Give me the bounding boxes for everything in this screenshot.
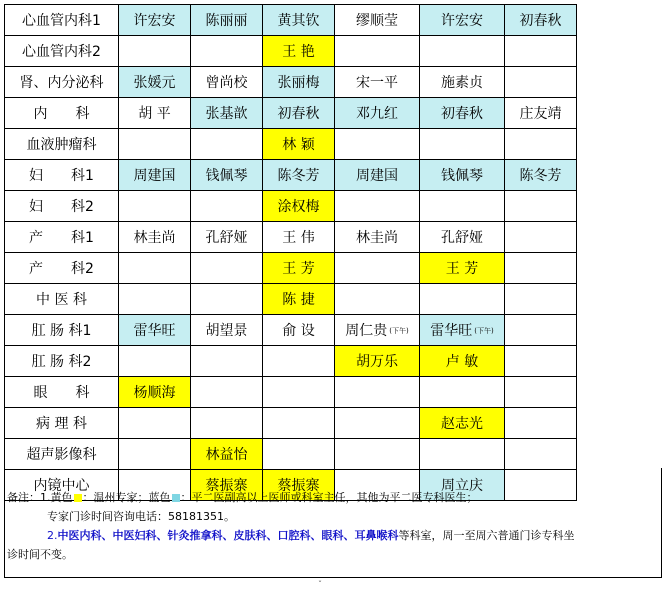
doctor-cell xyxy=(191,346,263,377)
doctor-cell xyxy=(505,5,577,36)
doctor-cell xyxy=(505,67,577,98)
doctor-cell xyxy=(191,67,263,98)
doctor-name: 雷华旺 xyxy=(430,323,473,339)
doctor-cell xyxy=(505,439,577,470)
doctor-name: 赵志光 xyxy=(441,416,483,432)
doctor-cell xyxy=(505,284,577,315)
doctor-cell xyxy=(335,284,420,315)
doctor-name: 钱佩琴 xyxy=(441,168,483,184)
note-blue-label: ：平二医副高以上医师或科室主任，其他为平二医专科医生； xyxy=(180,491,478,504)
doctor-name: 林圭尚 xyxy=(133,230,176,246)
session-note: (下午) xyxy=(474,327,494,335)
doctor-cell xyxy=(335,315,420,346)
doctor-name: 初春秋 xyxy=(519,13,562,29)
doctor-name: 周建国 xyxy=(133,168,176,184)
doctor-cell xyxy=(119,284,191,315)
doctor-cell xyxy=(191,439,263,470)
doctor-cell xyxy=(420,5,505,36)
dept-cell: 产 科1 xyxy=(5,222,119,253)
table-row xyxy=(5,346,577,377)
doctor-cell xyxy=(119,5,191,36)
table-row xyxy=(5,191,577,222)
doctor-cell xyxy=(505,191,577,222)
doctor-cell xyxy=(119,98,191,129)
doctor-cell xyxy=(119,439,191,470)
table-row xyxy=(5,284,577,315)
doctor-cell xyxy=(505,315,577,346)
table-row xyxy=(5,439,577,470)
doctor-name: 陈冬芳 xyxy=(519,168,562,184)
yellow-swatch-icon xyxy=(74,494,82,502)
doctor-cell xyxy=(191,284,263,315)
note-line2-prefix: 2. xyxy=(47,529,58,542)
doctor-name: 曾尚校 xyxy=(205,75,248,91)
doctor-cell xyxy=(119,222,191,253)
doctor-cell xyxy=(263,222,335,253)
doctor-name: 周立庆 xyxy=(441,478,483,494)
doctor-name: 林益怡 xyxy=(205,447,248,463)
doctor-cell xyxy=(263,67,335,98)
doctor-cell xyxy=(505,222,577,253)
doctor-cell xyxy=(505,253,577,284)
doctor-name: 杨顺海 xyxy=(133,385,176,401)
dept-cell: 心血管内科2 xyxy=(5,36,119,67)
doctor-cell xyxy=(505,160,577,191)
doctor-name: 涂权梅 xyxy=(277,199,320,215)
doctor-name: 林圭尚 xyxy=(356,230,398,246)
note-line-2 xyxy=(7,526,661,545)
dept-cell: 肾、内分泌科 xyxy=(5,67,119,98)
doctor-cell xyxy=(505,346,577,377)
table-row xyxy=(5,36,577,67)
doctor-name: 林 颖 xyxy=(282,137,315,153)
doctor-name: 王 芳 xyxy=(445,261,479,277)
doctor-cell xyxy=(263,191,335,222)
doctor-cell xyxy=(420,36,505,67)
doctor-name: 胡万乐 xyxy=(356,354,398,370)
doctor-name: 雷华旺 xyxy=(133,323,176,339)
doctor-name: 张媛元 xyxy=(133,75,176,91)
doctor-cell xyxy=(263,377,335,408)
doctor-name: 许宏安 xyxy=(441,13,483,29)
doctor-cell xyxy=(263,346,335,377)
doctor-name: 陈 捷 xyxy=(282,292,315,308)
doctor-cell xyxy=(335,222,420,253)
dept-cell: 肛 肠 科2 xyxy=(5,346,119,377)
doctor-name: 王 艳 xyxy=(282,44,315,60)
doctor-cell xyxy=(335,191,420,222)
doctor-name: 初春秋 xyxy=(441,106,483,122)
doctor-cell xyxy=(335,5,420,36)
doctor-cell xyxy=(119,36,191,67)
doctor-name: 俞 设 xyxy=(282,323,315,339)
dept-cell: 病 理 科 xyxy=(5,408,119,439)
doctor-cell xyxy=(420,160,505,191)
note-line2-suffix: 等科室，周一至周六普通门诊专科坐 xyxy=(398,529,575,542)
doctor-name: 王 伟 xyxy=(282,230,315,246)
doctor-cell xyxy=(505,98,577,129)
table-row xyxy=(5,67,577,98)
dept-cell: 内镜中心 xyxy=(5,470,119,501)
dept-cell: 眼 科 xyxy=(5,377,119,408)
doctor-cell xyxy=(420,439,505,470)
dept-cell: 妇 科1 xyxy=(5,160,119,191)
doctor-name: 施素贞 xyxy=(441,75,483,91)
doctor-name: 胡望景 xyxy=(205,323,248,339)
schedule-table xyxy=(4,4,577,501)
doctor-cell xyxy=(335,129,420,160)
doctor-cell xyxy=(119,160,191,191)
dept-cell: 血液肿瘤科 xyxy=(5,129,119,160)
doctor-cell xyxy=(191,5,263,36)
dept-cell: 中 医 科 xyxy=(5,284,119,315)
doctor-name: 陈丽丽 xyxy=(205,13,248,29)
doctor-cell xyxy=(119,377,191,408)
note-line-3: 诊时间不变。 xyxy=(7,548,73,561)
doctor-cell xyxy=(263,284,335,315)
doctor-name: 陈冬芳 xyxy=(277,168,320,184)
doctor-name: 王 芳 xyxy=(282,261,315,277)
doctor-cell xyxy=(191,377,263,408)
doctor-cell xyxy=(119,346,191,377)
doctor-cell xyxy=(119,408,191,439)
doctor-cell xyxy=(505,408,577,439)
doctor-name: 孔舒娅 xyxy=(441,230,483,246)
doctor-cell xyxy=(263,315,335,346)
doctor-cell xyxy=(420,346,505,377)
doctor-cell xyxy=(420,253,505,284)
doctor-cell xyxy=(263,439,335,470)
note-prefix: 备注：1.黄色 xyxy=(7,491,73,504)
dept-cell: 肛 肠 科1 xyxy=(5,315,119,346)
table-row xyxy=(5,408,577,439)
doctor-cell xyxy=(420,284,505,315)
table-row xyxy=(5,253,577,284)
schedule-body xyxy=(5,5,577,501)
session-note: (下午) xyxy=(389,327,409,335)
doctor-name: 钱佩琴 xyxy=(205,168,248,184)
doctor-name: 张丽梅 xyxy=(277,75,320,91)
doctor-cell xyxy=(263,36,335,67)
doctor-cell xyxy=(335,377,420,408)
doctor-cell xyxy=(191,36,263,67)
doctor-cell xyxy=(191,129,263,160)
table-row xyxy=(5,222,577,253)
dept-cell: 产 科2 xyxy=(5,253,119,284)
table-row xyxy=(5,315,577,346)
doctor-cell xyxy=(335,98,420,129)
blue-swatch-icon xyxy=(172,494,180,502)
doctor-name: 宋一平 xyxy=(356,75,398,91)
doctor-cell xyxy=(420,315,505,346)
doctor-name: 许宏安 xyxy=(133,13,176,29)
doctor-name: 卢 敏 xyxy=(445,354,479,370)
note-yellow-label: ：温州专家；蓝色 xyxy=(82,491,171,504)
page-marker: ˇ xyxy=(318,580,322,589)
doctor-cell xyxy=(335,439,420,470)
doctor-cell xyxy=(191,191,263,222)
doctor-cell xyxy=(119,67,191,98)
doctor-cell xyxy=(263,5,335,36)
doctor-cell xyxy=(335,408,420,439)
doctor-name: 初春秋 xyxy=(277,106,320,122)
table-row xyxy=(5,377,577,408)
doctor-cell xyxy=(420,191,505,222)
doctor-cell xyxy=(119,253,191,284)
doctor-cell xyxy=(420,222,505,253)
doctor-name: 邓九红 xyxy=(356,106,398,122)
doctor-name: 孔舒娅 xyxy=(205,230,248,246)
doctor-cell xyxy=(191,253,263,284)
doctor-cell xyxy=(119,191,191,222)
notes-box xyxy=(4,468,662,578)
doctor-cell xyxy=(263,160,335,191)
doctor-name: 缪顺莹 xyxy=(356,13,398,29)
doctor-cell xyxy=(505,129,577,160)
table-row xyxy=(5,5,577,36)
doctor-name: 周建国 xyxy=(356,168,398,184)
doctor-cell xyxy=(420,98,505,129)
table-row xyxy=(5,160,577,191)
doctor-cell xyxy=(263,408,335,439)
table-row xyxy=(5,98,577,129)
doctor-cell xyxy=(335,253,420,284)
doctor-name: 黄其钦 xyxy=(277,13,320,29)
doctor-cell xyxy=(263,98,335,129)
doctor-cell xyxy=(335,346,420,377)
doctor-name: 蔡振寨 xyxy=(205,478,248,494)
doctor-cell xyxy=(335,160,420,191)
doctor-cell xyxy=(263,129,335,160)
doctor-cell xyxy=(335,67,420,98)
doctor-cell xyxy=(420,129,505,160)
doctor-cell xyxy=(119,315,191,346)
doctor-cell xyxy=(191,408,263,439)
doctor-cell xyxy=(335,36,420,67)
doctor-cell xyxy=(191,315,263,346)
doctor-name: 张基歆 xyxy=(205,106,248,122)
note-line-1 xyxy=(7,488,661,507)
doctor-cell xyxy=(191,160,263,191)
doctor-cell xyxy=(505,36,577,67)
doctor-cell xyxy=(505,377,577,408)
doctor-cell xyxy=(191,98,263,129)
doctor-cell xyxy=(263,253,335,284)
dept-cell: 内 科 xyxy=(5,98,119,129)
dept-cell: 心血管内科1 xyxy=(5,5,119,36)
doctor-name: 胡 平 xyxy=(138,106,171,122)
dept-cell: 妇 科2 xyxy=(5,191,119,222)
dept-cell: 超声影像科 xyxy=(5,439,119,470)
doctor-name: 蔡振寨 xyxy=(277,478,320,494)
note-line2-depts: 中医内科、中医妇科、针灸推拿科、皮肤科、口腔科、眼科、耳鼻喉科 xyxy=(57,529,399,542)
doctor-cell xyxy=(420,408,505,439)
table-row xyxy=(5,129,577,160)
doctor-cell xyxy=(119,129,191,160)
doctor-cell xyxy=(191,222,263,253)
doctor-name: 庄友靖 xyxy=(519,106,562,122)
note-phone-line: 专家门诊时间咨询电话：58181351。 xyxy=(47,510,235,523)
doctor-name: 周仁贵 xyxy=(345,323,388,339)
doctor-cell xyxy=(420,377,505,408)
doctor-cell xyxy=(420,67,505,98)
